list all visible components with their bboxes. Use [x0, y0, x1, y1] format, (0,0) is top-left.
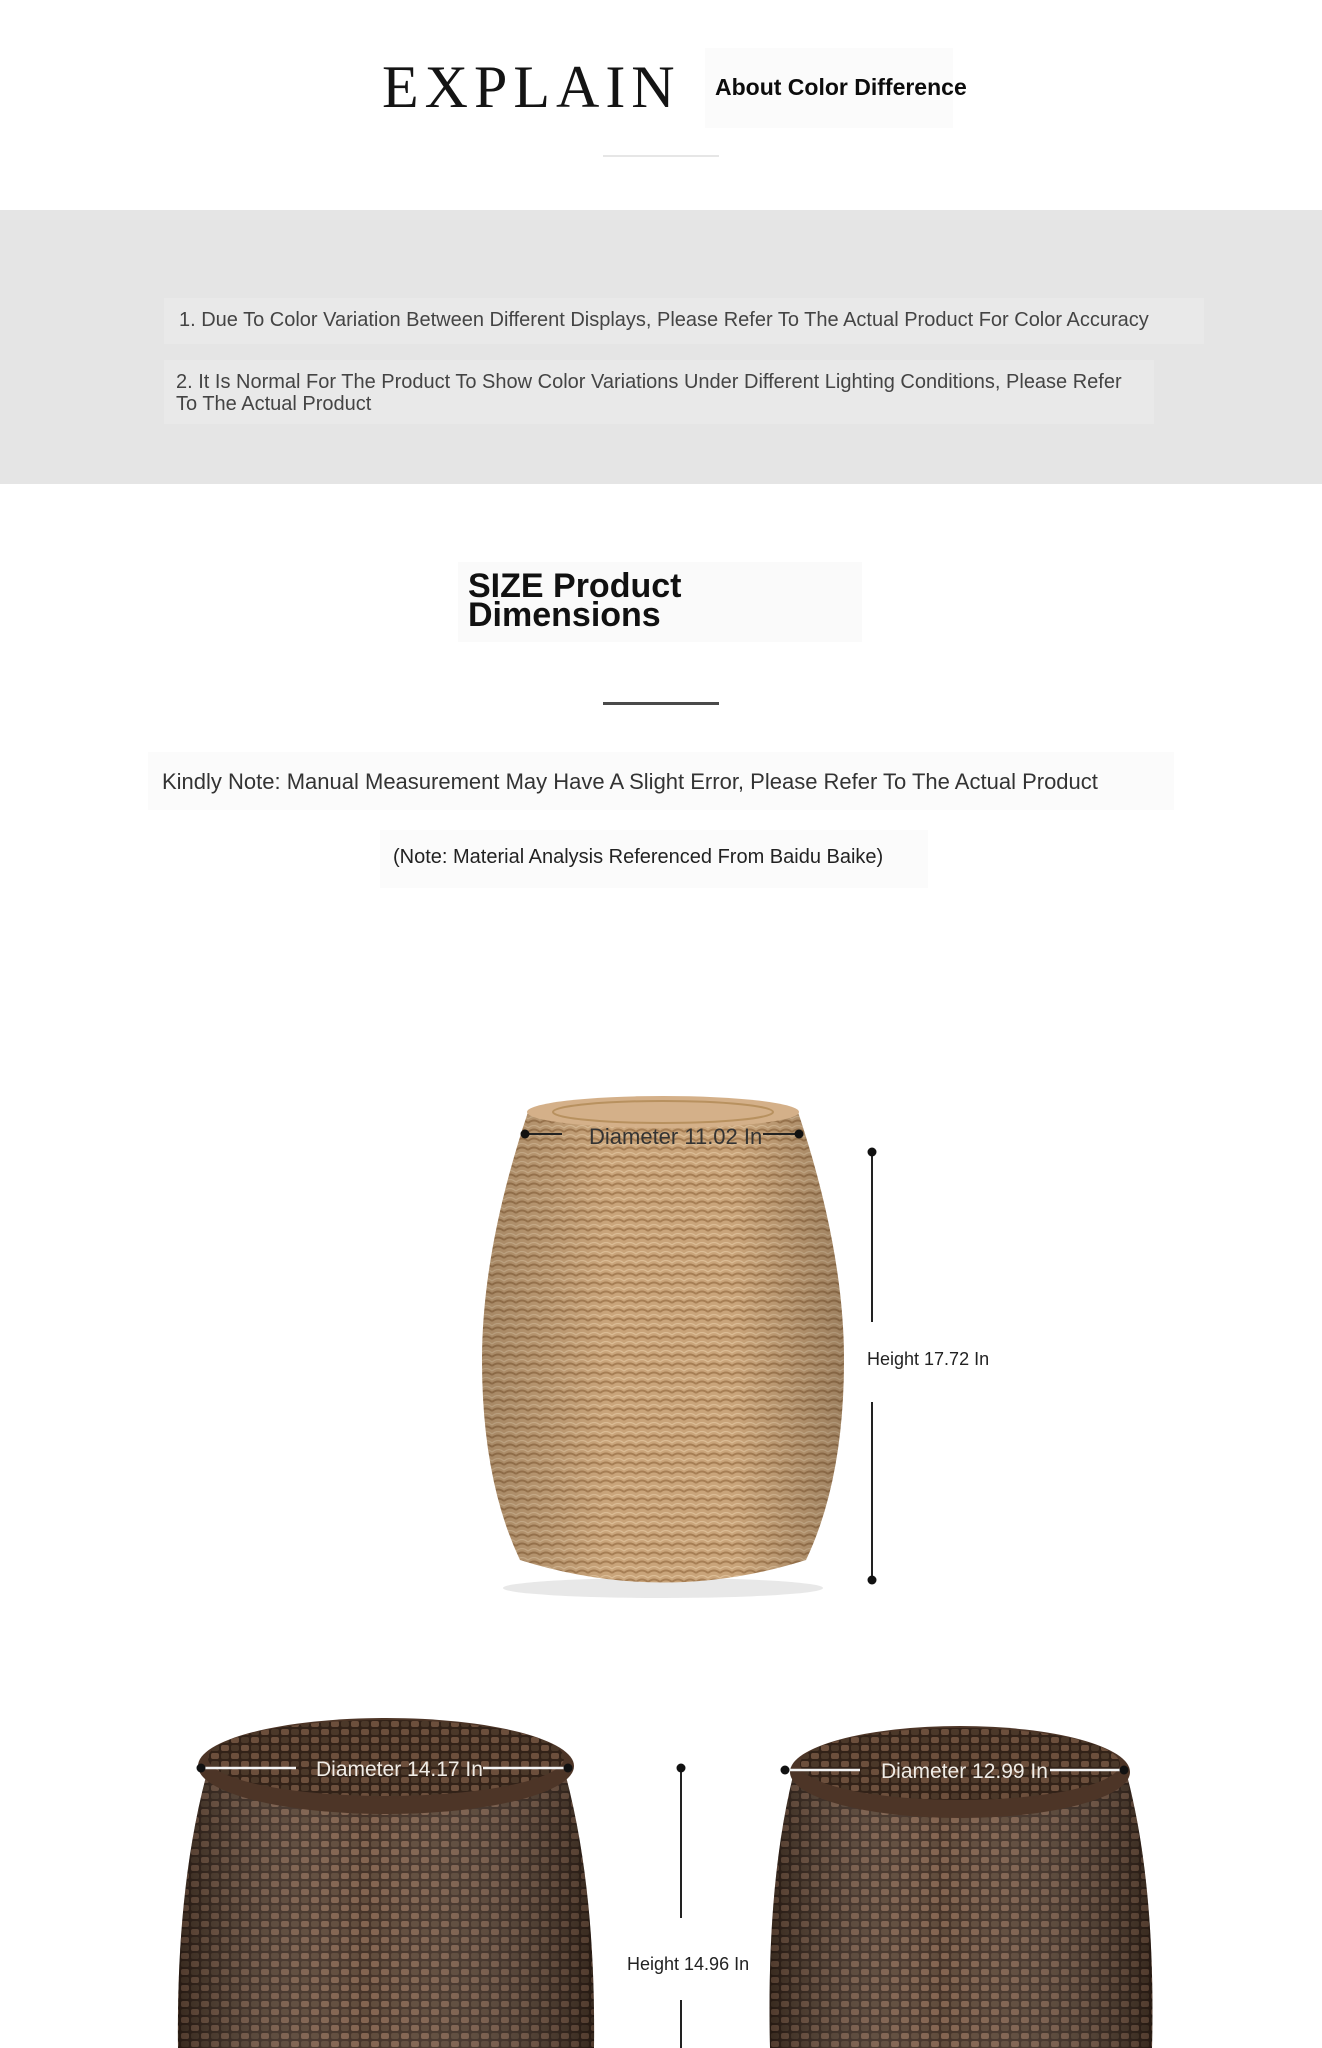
- diameter-label-2: Diameter 14.17 In: [316, 1758, 483, 1781]
- height-label-2: Height 14.96 In: [627, 1954, 750, 1974]
- header-title: About Color Difference: [715, 74, 967, 100]
- color-note-1: 1. Due To Color Variation Between Different Displays, Please Refer To The Actual Product For Color Accuracy: [179, 309, 1149, 331]
- color-note-2: 2. It Is Normal For The Product To Show Color Variations Under Different Lighting Conditions, Please Refer To The Actual Product: [176, 371, 1122, 415]
- height-marker-2: [677, 1764, 686, 2048]
- kindly-note: Kindly Note: Manual Measurement May Have A Slight Error, Please Refer To The Actual Product: [162, 769, 1098, 794]
- material-note: (Note: Material Analysis Referenced From Baidu Baike): [393, 846, 884, 868]
- brand-logo: EXPLAIN: [382, 54, 681, 120]
- diameter-label-1: Diameter 11.02 In: [589, 1124, 763, 1149]
- size-title: SIZE Product Dimensions: [468, 567, 682, 634]
- paper-rope-stool: [482, 1096, 844, 1598]
- diameter-label-3: Diameter 12.99 In: [881, 1760, 1048, 1783]
- height-label-1: Height 17.72 In: [867, 1349, 990, 1369]
